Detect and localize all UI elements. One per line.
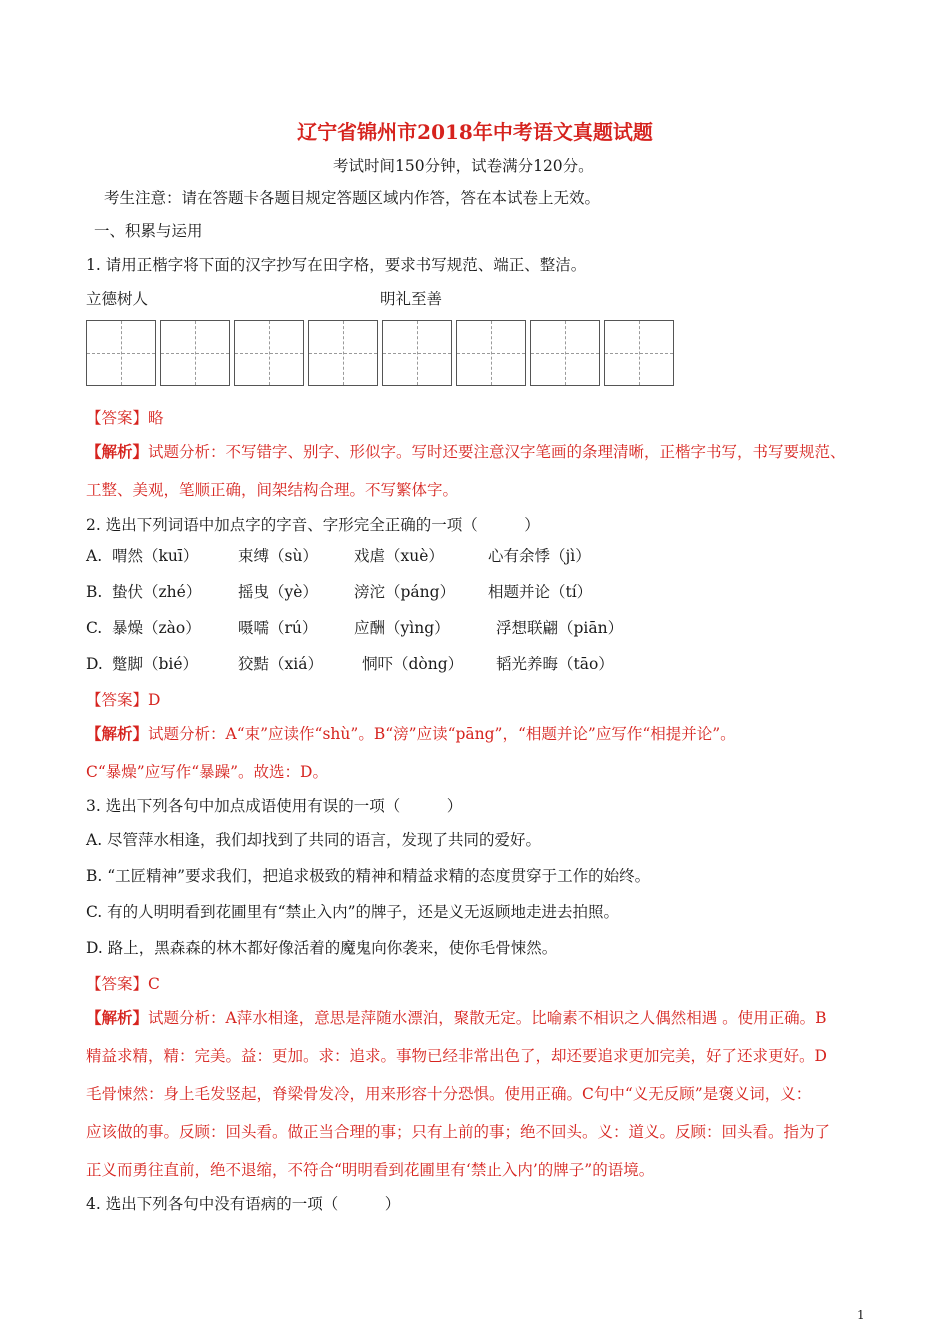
notice: 考生注意：请在答题卡各题目规定答题区域内作答，答在本试卷上无效。 [104, 189, 601, 207]
exam-info: 考试时间150分钟，试卷满分120分。 [333, 157, 594, 175]
phrase-1: 立德树人 [86, 290, 149, 308]
question-3: 3. 选出下列各句中加点成语使用有误的一项（ ） [86, 797, 463, 815]
analysis-2 [86, 724, 736, 744]
grid-cell [382, 320, 452, 386]
option-word: 心有余悸（jì） [488, 547, 591, 565]
section-heading: 一、积累与运用 [94, 222, 203, 240]
option-word: 蛰伏（zhé） [112, 583, 202, 601]
question-1: 1. 请用正楷字将下面的汉字抄写在田字格，要求书写规范、端正、整洁。 [86, 256, 587, 274]
option-word: 狡黠（xiá） [238, 655, 323, 673]
analysis-1-cont: 工整、美观，笔顺正确，间架结构合理。不写繁体字。 [86, 481, 459, 499]
grid-cell [160, 320, 230, 386]
answer-2: 【答案】D [86, 691, 161, 709]
analysis-3-line: 正义而勇往直前，绝不退缩，不符合“明明看到花圃里有‘禁止入内’的牌子”的语境。 [86, 1161, 655, 1179]
question-2: 2. 选出下列词语中加点字的字音、字形完全正确的一项（ ） [86, 516, 540, 534]
analysis-3-line: 精益求精，精：完美。益：更加。求：追求。事物已经非常出色了，却还要追求更加完美，好了还求更好。D [86, 1047, 827, 1065]
option-word: 束缚（sù） [238, 547, 318, 565]
phrase-2: 明礼至善 [380, 290, 443, 308]
option-word: 暴燥（zào） [112, 619, 201, 637]
analysis-3-line: 毛骨悚然：身上毛发竖起，脊梁骨发冷，用来形容十分恐惧。使用正确。C句中“义无反顾”是褒义词，义： [86, 1085, 812, 1103]
page-number: 1 [857, 1308, 865, 1322]
grid-cell [456, 320, 526, 386]
analysis-label: 【解析】 [86, 1008, 149, 1027]
analysis-2-cont: C“暴燥”应写作“暴躁”。故选：D。 [86, 763, 328, 781]
analysis-label: 【解析】 [86, 724, 149, 743]
option-word: 嗫嚅（rú） [238, 619, 318, 637]
analysis-text: 试题分析：A萍水相逢，意思是萍随水漂泊，聚散无定。比喻素不相识之人偶然相遇 。使用正确。B [148, 1009, 827, 1027]
analysis-label: 【解析】 [86, 442, 149, 461]
analysis-3-line: 应该做的事。反顾：回头看。做正当合理的事；只有上前的事；绝不回头。义：道义。反顾：回头看。指为了 [86, 1123, 831, 1141]
question-4: 4. 选出下列各句中没有语病的一项（ ） [86, 1195, 401, 1213]
option-a [0, 546, 950, 566]
option-c: C. 有的人明明看到花圃里有“禁止入内”的牌子，还是义无返顾地走进去拍照。 [86, 903, 620, 921]
option-word: 摇曳（yè） [238, 583, 318, 601]
answer-3: 【答案】C [86, 975, 160, 993]
page-title: 辽宁省锦州市2018年中考语文真题试题 [297, 120, 653, 144]
option-label: C. [86, 619, 103, 637]
option-label: B. [86, 583, 103, 601]
option-word: 戏虐（xuè） [354, 547, 444, 565]
option-b: B. “工匠精神”要求我们，把追求极致的精神和精益求精的态度贯穿于工作的始终。 [86, 867, 651, 885]
option-word: 蹩脚（bié） [112, 655, 199, 673]
analysis-text: 试题分析：A“束”应读作“shù”。B“滂”应读“pāng”，“相题并论”应写作“相提并论”。 [148, 725, 736, 743]
option-word: 相题并论（tí） [488, 583, 593, 601]
option-label: A. [86, 547, 103, 565]
grid-cell [308, 320, 378, 386]
option-a: A. 尽管萍水相逢，我们却找到了共同的语言，发现了共同的爱好。 [86, 831, 542, 849]
analysis-3 [86, 1008, 827, 1028]
option-word: 应酬（yìng） [354, 619, 450, 637]
option-word: 滂沱（páng） [354, 583, 456, 601]
analysis-text: 试题分析：不写错字、别字、形似字。写时还要注意汉字笔画的条理清晰，正楷字书写，书写要规范、 [148, 443, 846, 461]
grid-cell [234, 320, 304, 386]
option-d: D. 路上，黑森森的林木都好像活着的魔鬼向你袭来，使你毛骨悚然。 [86, 939, 558, 957]
option-word: 韬光养晦（tāo） [496, 655, 614, 673]
answer-1: 【答案】略 [86, 409, 164, 427]
option-word: 喟然（kuī） [112, 547, 199, 565]
option-word: 浮想联翩（piān） [496, 619, 624, 637]
option-word: 恫吓（dòng） [362, 655, 464, 673]
option-label: D. [86, 655, 103, 673]
option-d [0, 654, 950, 674]
analysis-1 [86, 442, 846, 462]
option-b [0, 582, 950, 602]
grid-cell [604, 320, 674, 386]
grid-cell [86, 320, 156, 386]
grid-cell [530, 320, 600, 386]
option-c [0, 618, 950, 638]
